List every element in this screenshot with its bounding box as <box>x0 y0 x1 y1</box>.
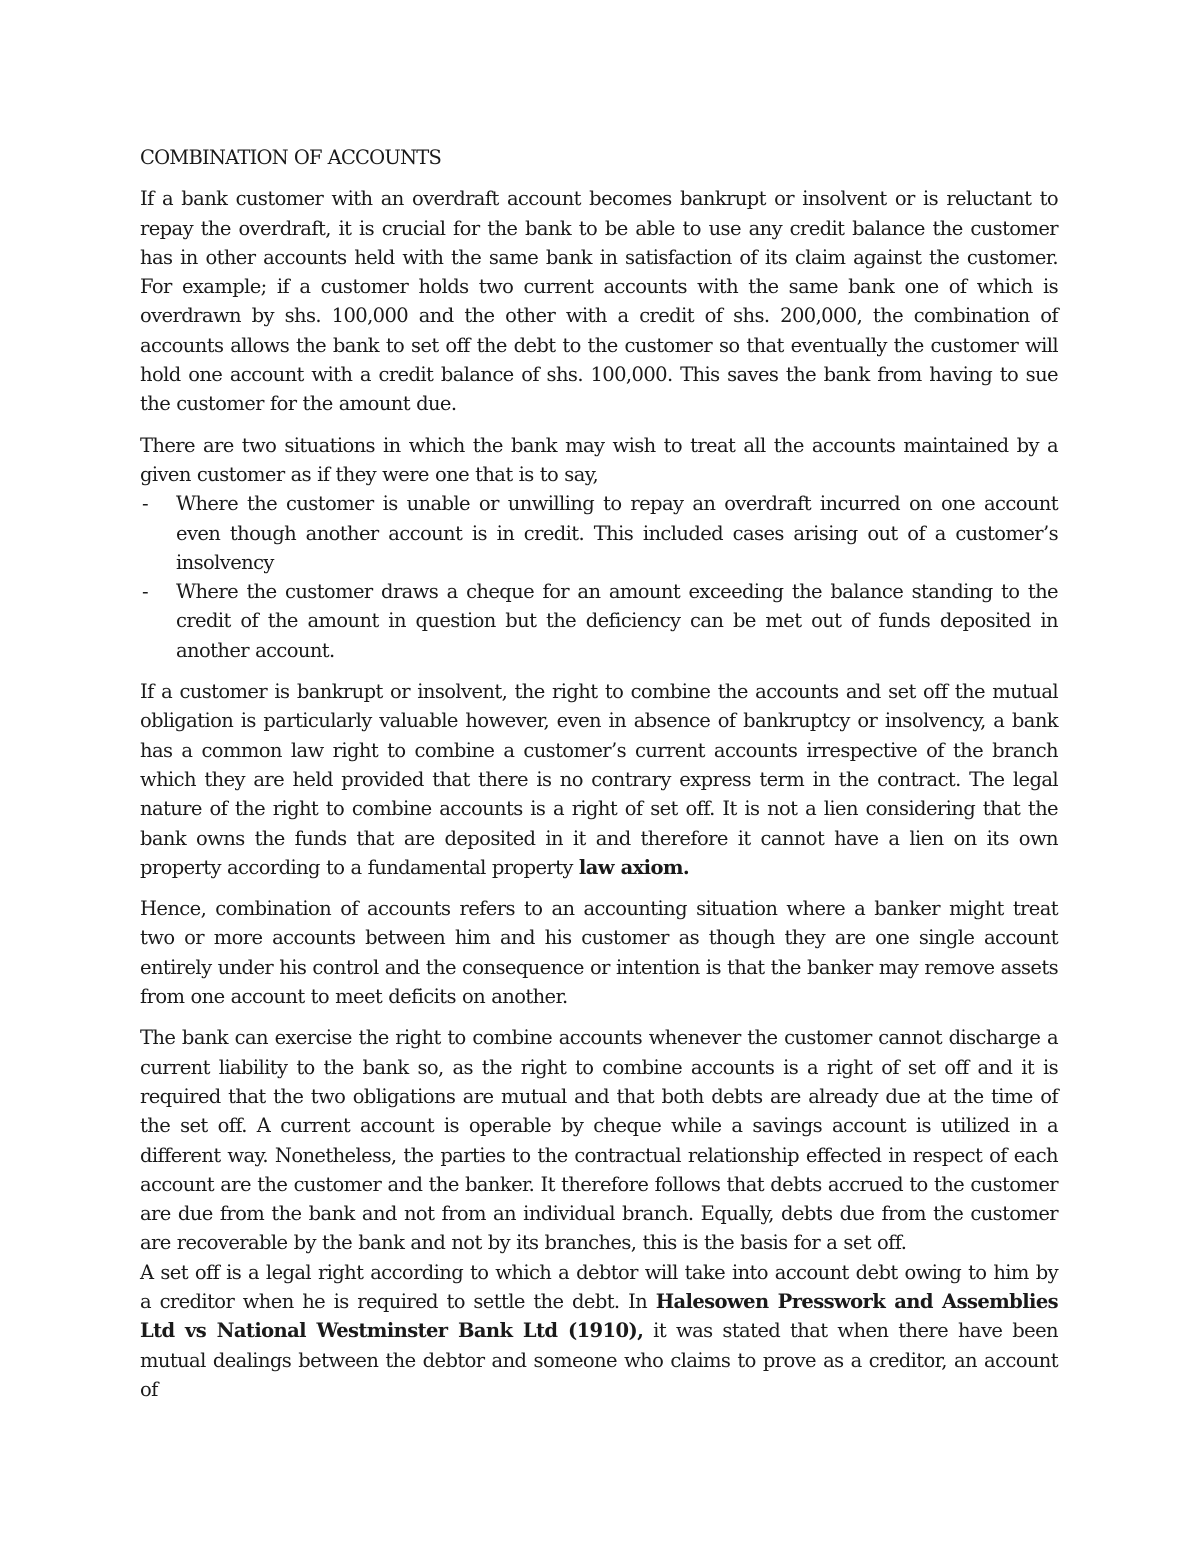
bold-law-axiom: law axiom. <box>578 855 690 879</box>
situations-list <box>140 489 1058 665</box>
document-page <box>140 143 1058 1416</box>
list-item-text: Where the customer is unable or unwilling to repay an overdraft incurred on one account even though another account is in credit. This included cases arising out of a customer’s insolvency <box>176 492 1058 574</box>
document-title: COMBINATION OF ACCOUNTS <box>140 146 442 169</box>
list-item <box>140 489 1058 577</box>
paragraph-bankrupt <box>140 677 1058 882</box>
paragraph-two-situations: There are two situations in which the bank may wish to treat all the accounts maintained by a given customer as if they were one that is to say, <box>140 433 1058 486</box>
bold-case-citation: Halesowen Presswork and Assemblies Ltd vs National Westminster Bank Ltd (1910), <box>140 1289 1059 1343</box>
paragraph-set-off-text-b: it was stated that when there have been mutual dealings between the debtor and someone who claims to prove as a creditor, an account of <box>140 1319 1058 1401</box>
list-item-text: Where the customer draws a cheque for an amount exceeding the balance standing to the credit of the amount in question but the deficiency can be met out of funds deposited in another account. <box>176 580 1058 662</box>
paragraph-hence: Hence, combination of accounts refers to an accounting situation where a banker might treat two or more accounts between him and his customer as though they are one single account entirely under his control and the consequence or intention is that the banker may remove assets from one account to meet deficits on another. <box>140 897 1058 1009</box>
paragraph-bankrupt-text: If a customer is bankrupt or insolvent, the right to combine the accounts and set off the mutual obligation is particularly valuable however, even in absence of bankruptcy or insolvency, a bank has a common law right to combine a customer’s current accounts irrespective of the branch which they are held provided that there is no contrary express term in the contract. The legal nature of the right to combine accounts is a right of set off. It is not a lien considering that the bank owns the funds that are deposited in it and therefore it cannot have a lien on its own property according to a fundamental property <box>140 680 1058 879</box>
paragraph-intro: If a bank customer with an overdraft account becomes bankrupt or insolvent or is reluctant to repay the overdraft, it is crucial for the bank to be able to use any credit balance the customer has in other accounts held with the same bank in satisfaction of its claim against the customer. For example; if a customer holds two current accounts with the same bank one of which is overdrawn by shs. 100,000 and the other with a credit of shs. 200,000, the combination of accounts allows the bank to set off the debt to the customer so that eventually the customer will hold one account with a credit balance of shs. 100,000. This saves the bank from having to sue the customer for the amount due. <box>140 187 1058 416</box>
dash-bullet: - <box>142 492 148 516</box>
dash-bullet: - <box>142 580 148 604</box>
list-item <box>140 577 1058 665</box>
paragraph-set-off <box>140 1258 1058 1404</box>
paragraph-exercise-right: The bank can exercise the right to combine accounts whenever the customer cannot discharge a current liability to the bank so, as the right to combine accounts is a right of set off and it is required that the two obligations are mutual and that both debts are already due at the time of the set off. A current account is operable by cheque while a savings account is utilized in a different way. Nonetheless, the parties to the contractual relationship effected in respect of each account are the customer and the banker. It therefore follows that debts accrued to the customer are due from the bank and not from an individual branch. Equally, debts due from the customer are recoverable by the bank and not by its branches, this is the basis for a set off. <box>140 1026 1058 1255</box>
paragraph-set-off-text-a: A set off is a legal right according to which a debtor will take into account debt owing to him by a creditor when he is required to settle the debt. In <box>140 1260 1058 1313</box>
